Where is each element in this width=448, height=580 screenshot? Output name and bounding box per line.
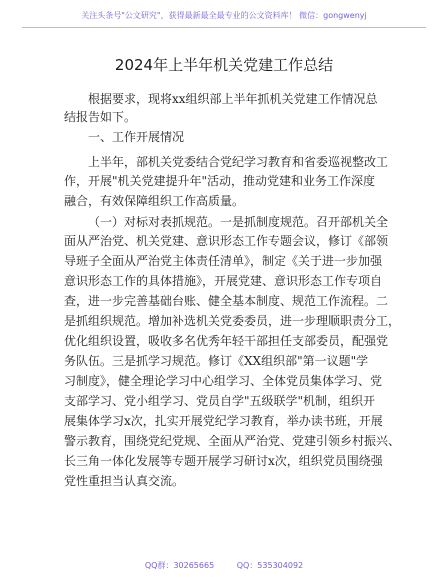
header-promo-note: 关注头条号"公文研究"，获得最新最全最专业的公文资料库！ 微信：gongwenyj [81,11,367,20]
body-line: 长三角一体化发展等专题开展学习研讨x次，组织党员围绕强 [64,454,383,468]
body-line: 根据要求，现将xx组织部上半年抓机关党建工作情况总 [88,92,378,106]
body-line: 上半年，部机关党委结合党纪学习教育和省委巡视整改工 [88,155,389,169]
body-line: 是抓组织规范。增加补选机关党委委员，进一步理顺职责分工， [64,314,401,328]
header-divider [22,27,426,28]
body-line: 党性重担当认真交流。 [64,474,185,488]
footer-contact [0,560,448,571]
body-line: 导班子全面从严治党主体责任清单》，制定《关于进一步加强 [64,254,383,268]
footer-qq: QQ：535304092 [236,561,304,570]
body-line: 意识形态工作的具体措施》，开展党建、意识形态工作专项自 [64,274,383,288]
body-line: 警示教育，围绕党纪党规、全面从严治党、党建引领乡村振兴、 [64,434,401,448]
body-line: 支部学习、党小组学习、党员自学"五级联学"机制，组织开 [64,394,376,408]
body-line: 面从严治党、机关党建、意识形态工作专题会议，修订《部领 [64,234,389,248]
footer-qq-group: QQ群：30265665 [144,561,215,570]
body-line: 展集体学习x次，扎实开展党纪学习教育，举办读书班，开展 [64,414,383,428]
section-heading: 一、工作开展情况 [88,130,185,144]
body-line: 优化组织设置，吸收多名优秀年轻干部担任支部委员，配强党 [64,334,389,348]
body-line: （一）对标对表抓规范。一是抓制度规范。召开部机关全 [88,215,389,229]
body-line: 务队伍。三是抓学习规范。修订《XX组织部"第一议题"学 [64,354,369,368]
body-line: 习制度》，健全理论学习中心组学习、全体党员集体学习、党 [64,374,383,388]
body-line: 作，开展"机关党建提升年"活动，推动党建和业务工作深度 [64,174,376,188]
body-line: 结报告如下。 [64,110,137,124]
body-line: 查，进一步完善基础台账、健全基本制度、规范工作流程。二 [64,294,389,308]
body-line: 融合，有效保障组织工作高质量。 [64,194,245,208]
document-title: 2024年上半年机关党建工作总结 [114,56,334,74]
